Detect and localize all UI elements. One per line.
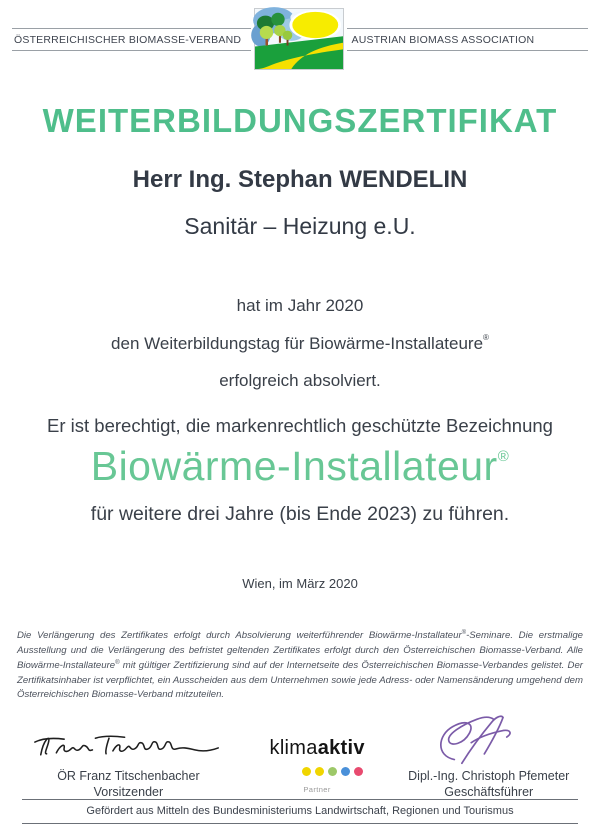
- klimaaktiv-dot: [341, 767, 350, 776]
- fine-print-seg1: Die Verlängerung des Zertifikates erfolgt durch Absolvierung weiterführender Biowärme-Installateur: [17, 630, 462, 641]
- klimaaktiv-partner-logo: [243, 738, 392, 800]
- fine-print: [17, 629, 583, 703]
- header-org-right: AUSTRIAN BIOMASS ASSOCIATION: [347, 28, 589, 51]
- handwritten-signature-pfemeter: [424, 709, 554, 767]
- place-date-line: Wien, im März 2020: [242, 576, 358, 591]
- klimaaktiv-dot: [354, 767, 363, 776]
- statement-course-text: den Weiterbildungstag für Biowärme-Installateure: [111, 334, 484, 353]
- klimaaktiv-partner-label: Partner: [303, 784, 331, 794]
- header: [12, 8, 588, 70]
- signatory-role: Geschäftsführer: [444, 785, 534, 800]
- fine-print-seg2: -Seminare. Die erstmalige Ausstellung und die Verlängerung des befristet geltenden Zertifikates erfolgt durch den Österreichischen Biomasse-Verband. Alle Biowärme-Installateure: [17, 630, 583, 671]
- header-org-left: ÖSTERREICHISCHER BIOMASSE-VERBAND: [12, 28, 251, 51]
- aktiv-bold: aktiv: [317, 736, 365, 759]
- landscape-painting-icon: [255, 9, 343, 69]
- brand-title: [0, 443, 600, 490]
- funding-footer: Gefördert aus Mitteln des Bundesministeriums Landwirtschaft, Regionen und Tourismus: [22, 799, 578, 824]
- klimaaktiv-wordmark: [270, 738, 365, 794]
- biomass-landscape-logo: [254, 8, 344, 70]
- klimaaktiv-text: [270, 737, 365, 759]
- signature-block-chairman: [14, 725, 243, 799]
- recipient-company: Sanitär – Heizung e.U.: [184, 213, 416, 239]
- signatory-role: Vorsitzender: [93, 785, 164, 800]
- certificate-title: WEITERBILDUNGSZERTIFIKAT: [42, 102, 558, 139]
- klimaaktiv-dots: [270, 764, 365, 780]
- entitlement-line: Er ist berechtigt, die markenrechtlich geschützte Bezeichnung: [47, 415, 553, 436]
- handwritten-signature-titschenbacher: [31, 725, 226, 767]
- signatory-name: ÖR Franz Titschenbacher: [57, 769, 200, 784]
- statement-result: erfolgreich absolviert.: [219, 371, 381, 390]
- statement-year: hat im Jahr 2020: [236, 296, 364, 315]
- statement-course: [0, 333, 600, 354]
- registered-mark: ®: [483, 333, 489, 342]
- registered-mark: ®: [497, 448, 510, 465]
- klimaaktiv-dot: [302, 767, 311, 776]
- validity-line: für weitere drei Jahre (bis Ende 2023) zu führen.: [90, 503, 510, 525]
- brand-title-text: Biowärme-Installateur: [90, 443, 498, 489]
- signature-row: [14, 709, 586, 799]
- klimaaktiv-dot: [315, 767, 324, 776]
- klima-regular: klima: [269, 736, 318, 759]
- signatory-name: Dipl.-Ing. Christoph Pfemeter: [408, 769, 570, 784]
- klimaaktiv-dot: [328, 767, 337, 776]
- registered-mark: ®: [115, 659, 120, 666]
- recipient-name: Herr Ing. Stephan WENDELIN: [132, 166, 468, 193]
- signature-block-ceo: [392, 709, 586, 799]
- fine-print-seg3: mit gültiger Zertifizierung sind auf der Internetseite des Österreichischen Biomasse-Verbandes gelistet. Der Zertifikatsinhaber ist verpflichtet, ein Ausscheiden aus dem Unternehmen sowie jede Adress- oder Namensänderung umgehend dem Österreichischen Biomasse-Verband mitzuteilen.: [17, 659, 583, 701]
- registered-mark: ®: [461, 630, 467, 636]
